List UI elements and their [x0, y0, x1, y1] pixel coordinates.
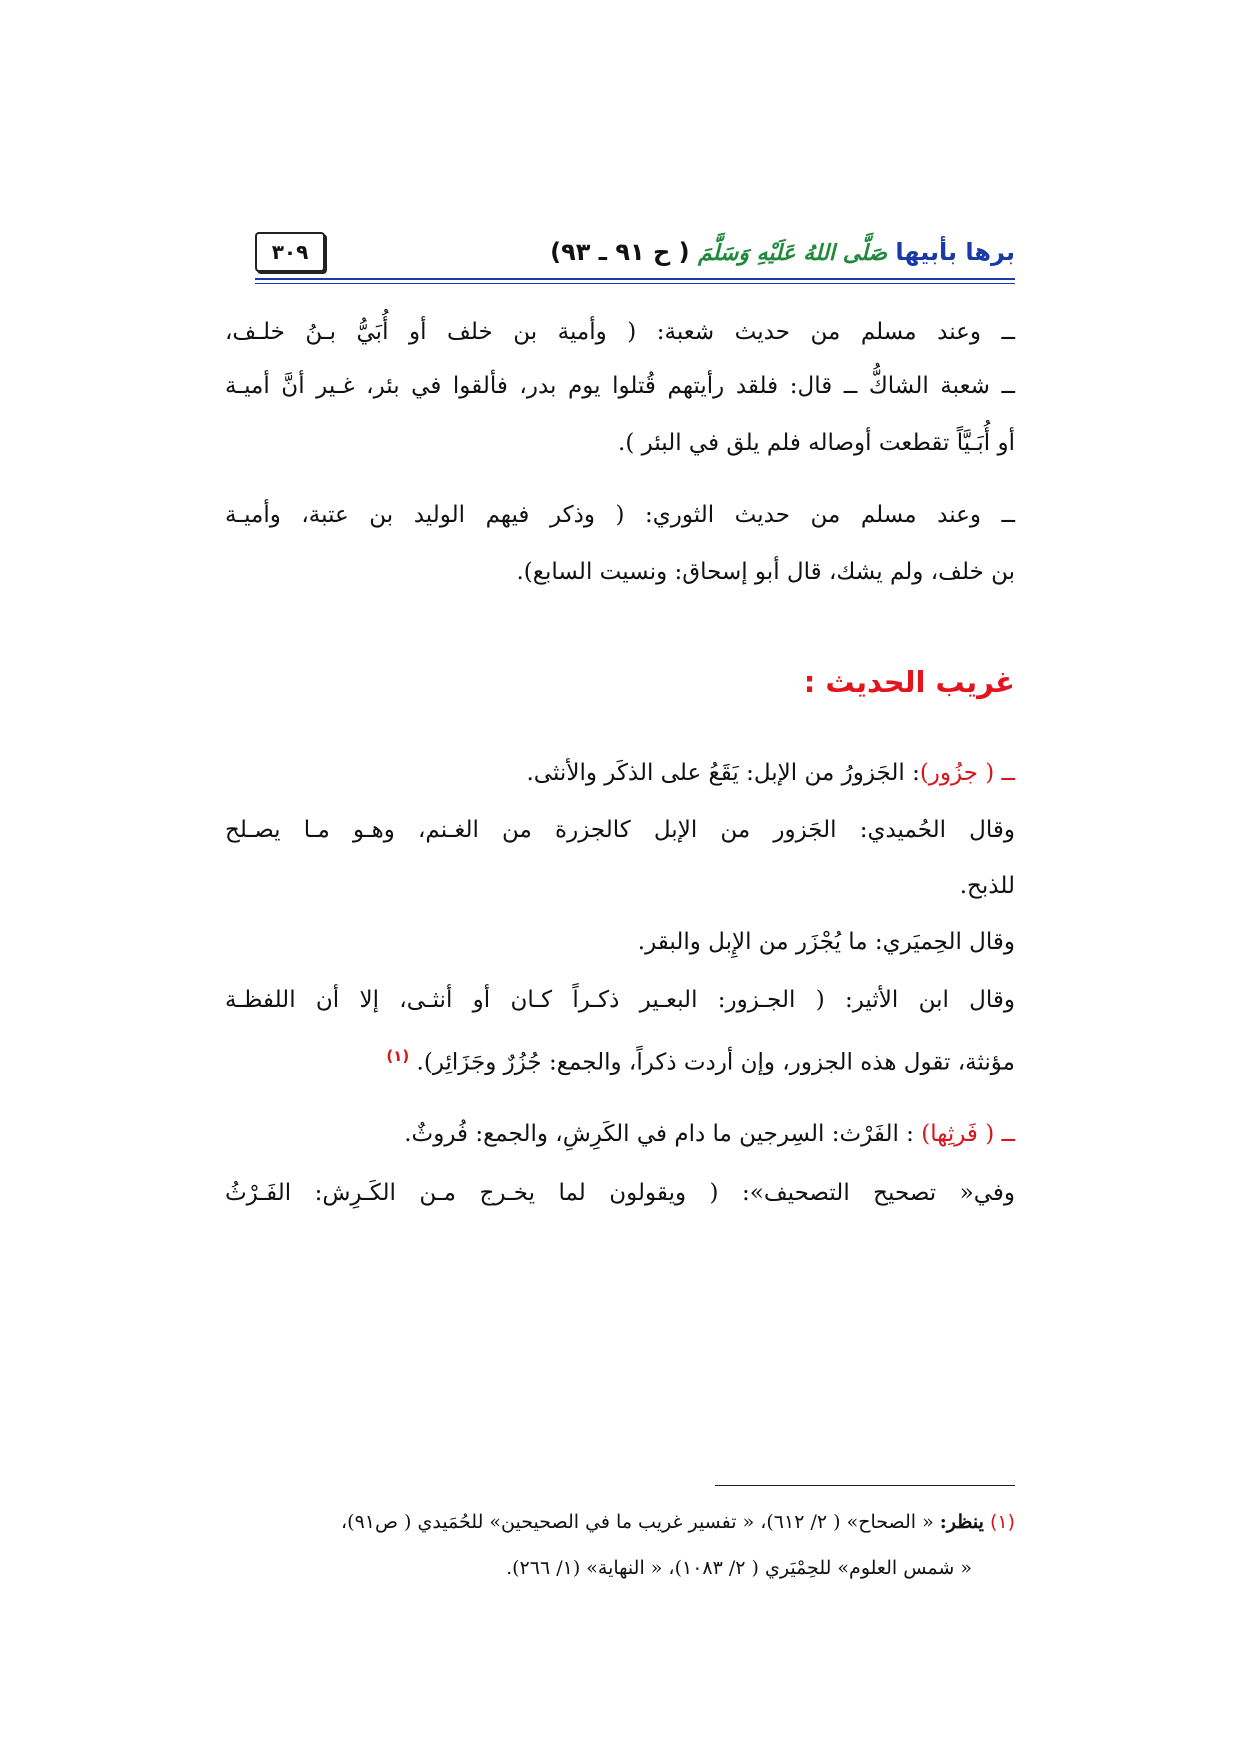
running-title-main: برها بأبيها — [895, 238, 1015, 266]
running-title — [550, 238, 1015, 266]
footnote-continuation: « شمس العلوم» للحِمْيَري ( ٢/ ١٠٨٣)، « النهاية» (١/ ٢٦٦). — [506, 1557, 972, 1579]
salutation-text: صَلَّى اللهُ عَلَيْهِ وَسَلَّمَ — [698, 240, 887, 266]
text-line: وفي« تصحيح التصحيف»: ( ويقولون لما يخـرج مـن الكَـرِش: الفَـرْثُ — [225, 1180, 1015, 1206]
text-line: بن خلف، ولم يشك، قال أبو إسحاق: ونسيت السابع). — [516, 559, 1015, 585]
glossary-term: ــ ( فَرثِها) — [921, 1121, 1015, 1147]
text-line: للذبح. — [959, 873, 1015, 899]
footnote-divider — [715, 1485, 1015, 1486]
text-line: وقال ابن الأثير: ( الجـزور: البعـير ذكـراً كـان أو أنثـى، إلا أن اللفظـة — [225, 987, 1015, 1013]
text-line — [225, 1036, 1015, 1076]
page-header — [255, 238, 1015, 288]
footnote-ref[interactable]: (١) — [386, 1047, 410, 1065]
text-line: ــ شعبة الشاكُّ ــ قال: فلقد رأيتهم قُتلوا يوم بدر، فألقوا في بئر، غـير أنَّ أميـة — [225, 373, 1015, 399]
text-line: ــ وعند مسلم من حديث الثوري: ( وذكر فيهم الوليد بن عتبة، وأميـة — [225, 502, 1015, 528]
header-rule-secondary — [255, 283, 1015, 284]
text-line-content: مؤنثة، تقول هذه الجزور، وإن أردت ذكراً، والجمع: جُزُرٌ وجَزَائِر). — [416, 1049, 1015, 1076]
glossary-definition: : الجَزورُ من الإبل: يَقَعُ على الذكَر والأنثى. — [526, 760, 920, 786]
hadith-range: ( ح ٩١ ـ ٩٣) — [550, 238, 690, 266]
text-line: وقال الحُميدي: الجَزور من الإبل كالجزرة من الغـنم، وهـو مـا يصـلح — [225, 817, 1015, 843]
glossary-entry — [225, 753, 1015, 793]
header-rule — [255, 278, 1015, 280]
glossary-term: ــ ( جزُور) — [919, 760, 1015, 786]
text-line: ــ وعند مسلم من حديث شعبة: ( وأمية بن خلف أو أُبَيُّ بـنُ خلـف، — [225, 319, 1015, 345]
footnote — [225, 1505, 1015, 1539]
footnote-lead: ينظر: — [939, 1511, 984, 1533]
text-line: أو أُبَـيَّاً تقطعت أوصاله فلم يلق في البئر ). — [618, 430, 1015, 456]
section-heading: غريب الحديث : — [803, 665, 1015, 699]
footnote-text: « الصحاح» ( ٢/ ٦١٢)، « تفسير غريب ما في الصحيحين» للحُمَيدي ( ص٩١)، — [341, 1511, 934, 1533]
footnote-number: (١) — [989, 1511, 1015, 1533]
glossary-entry — [225, 1114, 1015, 1154]
glossary-definition: : الفَرْث: السِرجين ما دام في الكَرِشِ، والجمع: فُروثٌ. — [404, 1121, 922, 1147]
page-number: ٣٠٩ — [255, 232, 325, 272]
text-line: وقال الحِميَري: ما يُجْزَر من الإِبل والبقر. — [637, 929, 1015, 955]
